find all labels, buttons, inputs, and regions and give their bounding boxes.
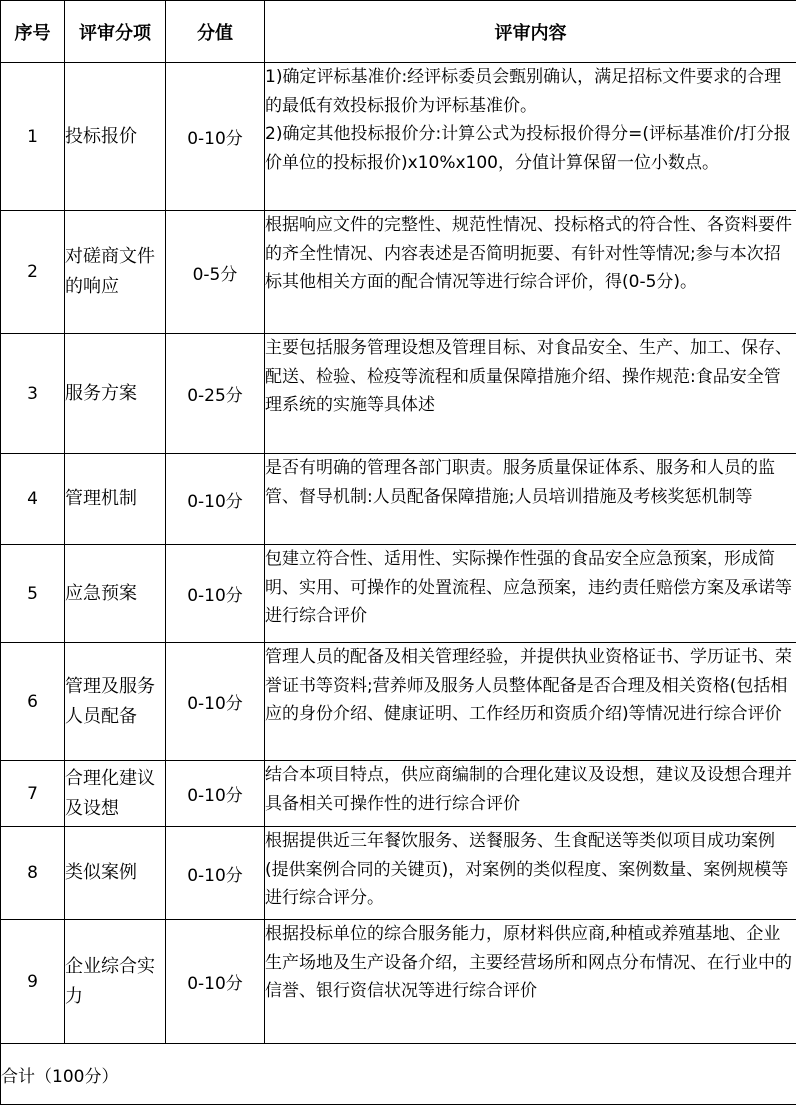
content-paragraph: 1)确定评标基准价:经评标委员会甄别确认，满足招标文件要求的合理的最低有效投标报价为评标基准价。 (265, 63, 796, 120)
row-score: 0-5分 (166, 211, 265, 334)
content-paragraph: 管理人员的配备及相关管理经验，并提供执业资格证书、学历证书、荣誉证书等资料;营养师及服务人员整体配备是否合理及相关资格(包括相应的身份介绍、健康证明、工作经历和资质介绍)等情况进行综合评价 (265, 643, 796, 729)
header-item: 评审分项 (65, 1, 166, 63)
content-paragraph: 包建立符合性、适用性、实际操作性强的食品安全应急预案，形成简明、实用、可操作的处置流程、应急预案，违约责任赔偿方案及承诺等进行综合评价 (265, 545, 796, 631)
table-row (1, 334, 796, 454)
table-row (1, 643, 796, 761)
row-item: 类似案例 (65, 827, 166, 920)
row-score: 0-10分 (166, 920, 265, 1044)
row-content (265, 761, 796, 827)
row-number: 1 (1, 63, 65, 211)
header-no: 序号 (1, 1, 65, 63)
table-row (1, 545, 796, 643)
table-row (1, 454, 796, 545)
total-row (1, 1044, 796, 1105)
table-row (1, 63, 796, 211)
row-score: 0-10分 (166, 643, 265, 761)
row-score: 0-25分 (166, 334, 265, 454)
content-paragraph: 2)确定其他投标报价分:计算公式为投标报价得分=(评标基准价/打分报价单位的投标报价)x10%x100，分值计算保留一位小数点。 (265, 120, 796, 177)
row-content (265, 827, 796, 920)
row-number: 5 (1, 545, 65, 643)
row-content (265, 920, 796, 1044)
row-number: 8 (1, 827, 65, 920)
header-row (1, 1, 796, 63)
row-score: 0-10分 (166, 454, 265, 545)
row-item: 管理及服务人员配备 (65, 643, 166, 761)
row-content (265, 643, 796, 761)
row-score: 0-10分 (166, 545, 265, 643)
content-paragraph: 主要包括服务管理设想及管理目标、对食品安全、生产、加工、保存、配送、检验、检疫等流程和质量保障措施介绍、操作规范:食品安全管理系统的实施等具体述 (265, 334, 796, 420)
table-row (1, 211, 796, 334)
table-row (1, 920, 796, 1044)
header-content: 评审内容 (265, 1, 796, 63)
content-paragraph: 根据提供近三年餐饮服务、送餐服务、生食配送等类似项目成功案例(提供案例合同的关键页)，对案例的类似程度、案例数量、案例规模等进行综合评分。 (265, 827, 796, 913)
header-score: 分值 (166, 1, 265, 63)
row-content (265, 334, 796, 454)
row-content (265, 454, 796, 545)
row-item: 对磋商文件的响应 (65, 211, 166, 334)
content-paragraph: 根据投标单位的综合服务能力，原材料供应商,种植或养殖基地、企业生产场地及生产设备介绍，主要经营场所和网点分布情况、在行业中的信誉、银行资信状况等进行综合评价 (265, 920, 796, 1006)
row-number: 2 (1, 211, 65, 334)
table-row (1, 827, 796, 920)
content-paragraph: 根据响应文件的完整性、规范性情况、投标格式的符合性、各资料要件的齐全性情况、内容表述是否简明扼要、有针对性等情况;参与本次招标其他相关方面的配合情况等进行综合评价，得(0-5分)。 (265, 211, 796, 297)
row-number: 7 (1, 761, 65, 827)
row-content (265, 211, 796, 334)
row-item: 投标报价 (65, 63, 166, 211)
content-paragraph: 是否有明确的管理各部门职责。服务质量保证体系、服务和人员的监管、督导机制:人员配备保障措施;人员培训措施及考核奖惩机制等 (265, 454, 796, 511)
row-score: 0-10分 (166, 827, 265, 920)
row-score: 0-10分 (166, 63, 265, 211)
row-content (265, 63, 796, 211)
row-item: 管理机制 (65, 454, 166, 545)
row-number: 3 (1, 334, 65, 454)
row-item: 企业综合实力 (65, 920, 166, 1044)
row-item: 服务方案 (65, 334, 166, 454)
row-content (265, 545, 796, 643)
row-score: 0-10分 (166, 761, 265, 827)
row-item: 应急预案 (65, 545, 166, 643)
table-body (1, 63, 796, 1105)
row-number: 4 (1, 454, 65, 545)
table-row (1, 761, 796, 827)
table-header (1, 1, 796, 63)
row-number: 9 (1, 920, 65, 1044)
total-label: 合计（100分） (1, 1044, 796, 1105)
row-item: 合理化建议及设想 (65, 761, 166, 827)
row-number: 6 (1, 643, 65, 761)
content-paragraph: 结合本项目特点，供应商编制的合理化建议及设想，建议及设想合理并具备相关可操作性的进行综合评价 (265, 761, 796, 818)
